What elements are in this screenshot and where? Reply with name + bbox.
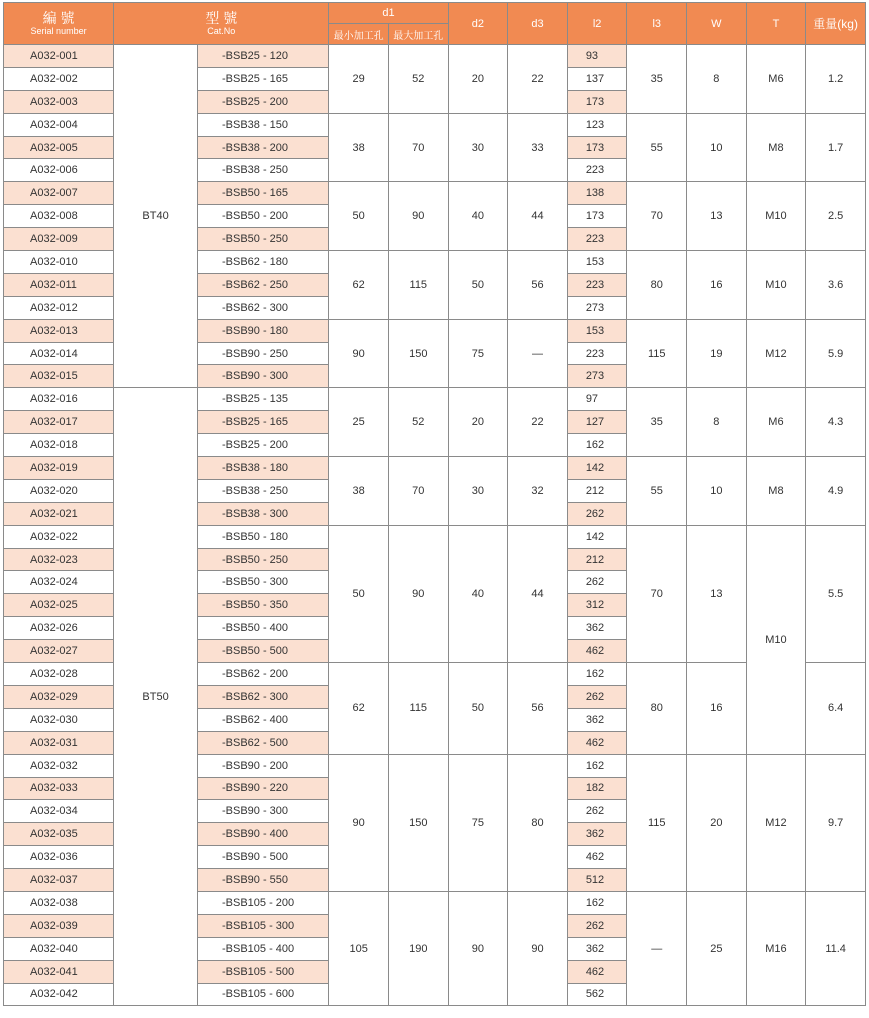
cat-cell: -BSB105 - 200 <box>198 891 329 914</box>
d1-max-cell: 150 <box>388 754 448 891</box>
weight-cell: 2.5 <box>806 182 866 251</box>
d2-cell: 50 <box>448 251 508 320</box>
w-cell: 10 <box>687 113 747 182</box>
d3-cell: 80 <box>508 754 568 891</box>
l2-cell: 512 <box>567 869 627 892</box>
cat-cell: -BSB90 - 300 <box>198 800 329 823</box>
l2-cell: 173 <box>567 136 627 159</box>
l2-cell: 97 <box>567 388 627 411</box>
l2-cell: 212 <box>567 479 627 502</box>
serial-cell: A032-041 <box>4 960 114 983</box>
cat-cell: -BSB50 - 250 <box>198 228 329 251</box>
l2-cell: 262 <box>567 571 627 594</box>
cat-cell: -BSB25 - 200 <box>198 90 329 113</box>
l2-cell: 173 <box>567 205 627 228</box>
t-cell: M8 <box>746 113 806 182</box>
l2-cell: 362 <box>567 617 627 640</box>
l2-cell: 153 <box>567 251 627 274</box>
serial-cell: A032-036 <box>4 846 114 869</box>
header-weight: 重量(kg) <box>806 3 866 45</box>
table-body <box>4 45 866 1006</box>
weight-cell: 3.6 <box>806 251 866 320</box>
cat-cell: -BSB90 - 250 <box>198 342 329 365</box>
cat-cell: -BSB50 - 165 <box>198 182 329 205</box>
serial-cell: A032-030 <box>4 708 114 731</box>
cat-cell: -BSB62 - 500 <box>198 731 329 754</box>
cat-cell: -BSB62 - 250 <box>198 273 329 296</box>
table-row <box>4 45 866 68</box>
w-cell: 16 <box>687 251 747 320</box>
cat-cell: -BSB25 - 200 <box>198 434 329 457</box>
d2-cell: 90 <box>448 891 508 1005</box>
d3-cell: 22 <box>508 388 568 457</box>
d3-cell: — <box>508 319 568 388</box>
l2-cell: 273 <box>567 296 627 319</box>
d3-cell: 90 <box>508 891 568 1005</box>
t-cell: M12 <box>746 319 806 388</box>
serial-cell: A032-028 <box>4 663 114 686</box>
serial-cell: A032-035 <box>4 823 114 846</box>
l2-cell: 462 <box>567 960 627 983</box>
cat-cell: -BSB50 - 250 <box>198 548 329 571</box>
cat-cell: -BSB90 - 300 <box>198 365 329 388</box>
d1-max-cell: 52 <box>388 45 448 114</box>
d1-min-cell: 38 <box>329 113 389 182</box>
d1-min-cell: 25 <box>329 388 389 457</box>
d3-cell: 32 <box>508 457 568 526</box>
l3-cell: 115 <box>627 319 687 388</box>
d1-min-cell: 90 <box>329 754 389 891</box>
serial-cell: A032-038 <box>4 891 114 914</box>
serial-cell: A032-033 <box>4 777 114 800</box>
cat-cell: -BSB90 - 500 <box>198 846 329 869</box>
l3-cell: 80 <box>627 251 687 320</box>
w-cell: 20 <box>687 754 747 891</box>
t-cell: M10 <box>746 525 806 754</box>
serial-cell: A032-007 <box>4 182 114 205</box>
d2-cell: 75 <box>448 754 508 891</box>
d2-cell: 20 <box>448 45 508 114</box>
serial-cell: A032-029 <box>4 685 114 708</box>
d1-min-cell: 62 <box>329 663 389 755</box>
serial-cell: A032-011 <box>4 273 114 296</box>
serial-cell: A032-008 <box>4 205 114 228</box>
weight-cell: 5.9 <box>806 319 866 388</box>
serial-cell: A032-003 <box>4 90 114 113</box>
cat-cell: -BSB50 - 400 <box>198 617 329 640</box>
d2-cell: 30 <box>448 457 508 526</box>
weight-cell: 4.3 <box>806 388 866 457</box>
cat-cell: -BSB38 - 250 <box>198 159 329 182</box>
l2-cell: 223 <box>567 273 627 296</box>
cat-cell: -BSB90 - 220 <box>198 777 329 800</box>
serial-cell: A032-042 <box>4 983 114 1006</box>
l2-cell: 153 <box>567 319 627 342</box>
d3-cell: 44 <box>508 182 568 251</box>
cat-cell: -BSB50 - 300 <box>198 571 329 594</box>
l2-cell: 138 <box>567 182 627 205</box>
w-cell: 19 <box>687 319 747 388</box>
serial-cell: A032-010 <box>4 251 114 274</box>
header-d3: d3 <box>508 3 568 45</box>
l2-cell: 93 <box>567 45 627 68</box>
cat-cell: -BSB38 - 200 <box>198 136 329 159</box>
d1-max-cell: 90 <box>388 525 448 662</box>
serial-cell: A032-025 <box>4 594 114 617</box>
serial-cell: A032-018 <box>4 434 114 457</box>
t-cell: M6 <box>746 45 806 114</box>
d2-cell: 40 <box>448 182 508 251</box>
d1-min-cell: 50 <box>329 525 389 662</box>
cat-cell: -BSB90 - 550 <box>198 869 329 892</box>
serial-cell: A032-020 <box>4 479 114 502</box>
w-cell: 13 <box>687 525 747 662</box>
cat-cell: -BSB105 - 400 <box>198 937 329 960</box>
serial-cell: A032-039 <box>4 914 114 937</box>
cat-cell: -BSB25 - 165 <box>198 411 329 434</box>
cat-cell: -BSB62 - 300 <box>198 685 329 708</box>
cat-cell: -BSB50 - 200 <box>198 205 329 228</box>
cat-cell: -BSB105 - 600 <box>198 983 329 1006</box>
d2-cell: 75 <box>448 319 508 388</box>
l2-cell: 462 <box>567 846 627 869</box>
cat-cell: -BSB50 - 350 <box>198 594 329 617</box>
d3-cell: 44 <box>508 525 568 662</box>
l2-cell: 142 <box>567 457 627 480</box>
serial-cell: A032-009 <box>4 228 114 251</box>
w-cell: 8 <box>687 388 747 457</box>
l2-cell: 162 <box>567 891 627 914</box>
cat-cell: -BSB62 - 300 <box>198 296 329 319</box>
d1-max-cell: 190 <box>388 891 448 1005</box>
header-d1: d1 <box>329 3 448 24</box>
serial-cell: A032-024 <box>4 571 114 594</box>
d1-max-cell: 52 <box>388 388 448 457</box>
l2-cell: 162 <box>567 434 627 457</box>
serial-cell: A032-019 <box>4 457 114 480</box>
d1-min-cell: 29 <box>329 45 389 114</box>
header-w: W <box>687 3 747 45</box>
l2-cell: 362 <box>567 823 627 846</box>
l2-cell: 362 <box>567 708 627 731</box>
table-row <box>4 388 866 411</box>
l3-cell: 55 <box>627 113 687 182</box>
l2-cell: 262 <box>567 914 627 937</box>
d2-cell: 30 <box>448 113 508 182</box>
t-cell: M8 <box>746 457 806 526</box>
d2-cell: 50 <box>448 663 508 755</box>
cat-cell: -BSB38 - 150 <box>198 113 329 136</box>
l3-cell: 80 <box>627 663 687 755</box>
t-cell: M16 <box>746 891 806 1005</box>
cat-cell: -BSB38 - 180 <box>198 457 329 480</box>
l2-cell: 142 <box>567 525 627 548</box>
l2-cell: 462 <box>567 640 627 663</box>
weight-cell: 9.7 <box>806 754 866 891</box>
serial-cell: A032-034 <box>4 800 114 823</box>
cat-cell: -BSB25 - 135 <box>198 388 329 411</box>
l2-cell: 127 <box>567 411 627 434</box>
cat-cell: -BSB38 - 250 <box>198 479 329 502</box>
d2-cell: 20 <box>448 388 508 457</box>
l3-cell: 35 <box>627 45 687 114</box>
cat-cell: -BSB90 - 180 <box>198 319 329 342</box>
header-d1-min: 最小加工孔 <box>329 24 389 45</box>
weight-cell: 5.5 <box>806 525 866 662</box>
d1-min-cell: 62 <box>329 251 389 320</box>
serial-cell: A032-005 <box>4 136 114 159</box>
cat-cell: -BSB62 - 400 <box>198 708 329 731</box>
l2-cell: 223 <box>567 342 627 365</box>
l2-cell: 262 <box>567 685 627 708</box>
serial-cell: A032-014 <box>4 342 114 365</box>
header-t: T <box>746 3 806 45</box>
d1-min-cell: 90 <box>329 319 389 388</box>
t-cell: M10 <box>746 251 806 320</box>
cat-cell: -BSB25 - 165 <box>198 67 329 90</box>
l2-cell: 123 <box>567 113 627 136</box>
serial-cell: A032-021 <box>4 502 114 525</box>
l2-cell: 212 <box>567 548 627 571</box>
serial-cell: A032-016 <box>4 388 114 411</box>
l2-cell: 273 <box>567 365 627 388</box>
l2-cell: 182 <box>567 777 627 800</box>
d3-cell: 56 <box>508 663 568 755</box>
l3-cell: 55 <box>627 457 687 526</box>
serial-cell: A032-037 <box>4 869 114 892</box>
l3-cell: 115 <box>627 754 687 891</box>
serial-cell: A032-013 <box>4 319 114 342</box>
cat-cell: -BSB90 - 200 <box>198 754 329 777</box>
cat-cell: -BSB38 - 300 <box>198 502 329 525</box>
serial-cell: A032-031 <box>4 731 114 754</box>
d1-max-cell: 90 <box>388 182 448 251</box>
header-l3: l3 <box>627 3 687 45</box>
serial-cell: A032-001 <box>4 45 114 68</box>
l2-cell: 262 <box>567 502 627 525</box>
cat-cell: -BSB25 - 120 <box>198 45 329 68</box>
weight-cell: 1.7 <box>806 113 866 182</box>
spindle-bt50: BT50 <box>114 388 198 1006</box>
d1-min-cell: 50 <box>329 182 389 251</box>
cat-cell: -BSB62 - 200 <box>198 663 329 686</box>
l2-cell: 312 <box>567 594 627 617</box>
serial-cell: A032-032 <box>4 754 114 777</box>
w-cell: 8 <box>687 45 747 114</box>
serial-cell: A032-002 <box>4 67 114 90</box>
header-l2: l2 <box>567 3 627 45</box>
d1-min-cell: 105 <box>329 891 389 1005</box>
spindle-bt40: BT40 <box>114 45 198 388</box>
d2-cell: 40 <box>448 525 508 662</box>
l3-cell: 70 <box>627 525 687 662</box>
header-d2: d2 <box>448 3 508 45</box>
l2-cell: 262 <box>567 800 627 823</box>
w-cell: 25 <box>687 891 747 1005</box>
weight-cell: 11.4 <box>806 891 866 1005</box>
serial-cell: A032-006 <box>4 159 114 182</box>
l3-cell: — <box>627 891 687 1005</box>
cat-cell: -BSB50 - 180 <box>198 525 329 548</box>
d1-min-cell: 38 <box>329 457 389 526</box>
d1-max-cell: 70 <box>388 457 448 526</box>
serial-cell: A032-004 <box>4 113 114 136</box>
w-cell: 13 <box>687 182 747 251</box>
l2-cell: 162 <box>567 754 627 777</box>
cat-cell: -BSB50 - 500 <box>198 640 329 663</box>
d3-cell: 22 <box>508 45 568 114</box>
serial-cell: A032-027 <box>4 640 114 663</box>
l2-cell: 162 <box>567 663 627 686</box>
l2-cell: 362 <box>567 937 627 960</box>
w-cell: 10 <box>687 457 747 526</box>
serial-cell: A032-022 <box>4 525 114 548</box>
l2-cell: 223 <box>567 228 627 251</box>
l3-cell: 70 <box>627 182 687 251</box>
w-cell: 16 <box>687 663 747 755</box>
serial-cell: A032-023 <box>4 548 114 571</box>
d1-max-cell: 70 <box>388 113 448 182</box>
l2-cell: 173 <box>567 90 627 113</box>
serial-cell: A032-040 <box>4 937 114 960</box>
d3-cell: 56 <box>508 251 568 320</box>
weight-cell: 4.9 <box>806 457 866 526</box>
header-d1-max: 最大加工孔 <box>388 24 448 45</box>
d1-max-cell: 115 <box>388 251 448 320</box>
t-cell: M6 <box>746 388 806 457</box>
header-model: 型 號 Cat.No <box>114 3 329 45</box>
l3-cell: 35 <box>627 388 687 457</box>
t-cell: M12 <box>746 754 806 891</box>
weight-cell: 1.2 <box>806 45 866 114</box>
cat-cell: -BSB105 - 300 <box>198 914 329 937</box>
d1-max-cell: 150 <box>388 319 448 388</box>
serial-cell: A032-015 <box>4 365 114 388</box>
l2-cell: 562 <box>567 983 627 1006</box>
l2-cell: 462 <box>567 731 627 754</box>
spec-table <box>3 2 866 1006</box>
weight-cell: 6.4 <box>806 663 866 755</box>
serial-cell: A032-017 <box>4 411 114 434</box>
cat-cell: -BSB105 - 500 <box>198 960 329 983</box>
cat-cell: -BSB62 - 180 <box>198 251 329 274</box>
t-cell: M10 <box>746 182 806 251</box>
serial-cell: A032-026 <box>4 617 114 640</box>
d1-max-cell: 115 <box>388 663 448 755</box>
l2-cell: 223 <box>567 159 627 182</box>
serial-cell: A032-012 <box>4 296 114 319</box>
d3-cell: 33 <box>508 113 568 182</box>
l2-cell: 137 <box>567 67 627 90</box>
cat-cell: -BSB90 - 400 <box>198 823 329 846</box>
header-serial: 編 號 Serial number <box>4 3 114 45</box>
